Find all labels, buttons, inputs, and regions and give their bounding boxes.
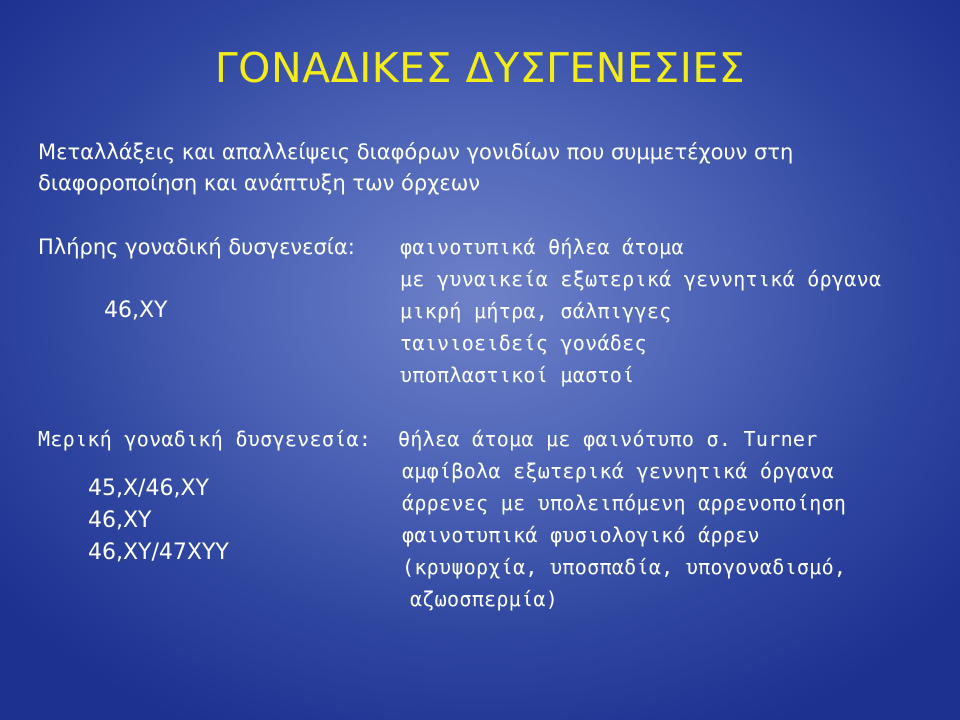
partial-feature-5: (κρυψορχία, υποσπαδία, υπογοναδισμό, bbox=[402, 555, 847, 579]
partial-karyotype-1: 45,X/46,XY bbox=[88, 476, 209, 501]
slide-title: ΓΟΝΑΔΙΚΕΣ ΔΥΣΓΕΝΕΣΙΕΣ bbox=[214, 44, 746, 92]
partial-karyotype-2: 46,XY bbox=[88, 508, 152, 533]
partial-feature-1: θήλεα άτομα με φαινότυπο σ. Turner bbox=[398, 427, 818, 451]
partial-dysgenesis-heading: Μερική γοναδική δυσγενεσία: bbox=[38, 427, 372, 451]
intro-line-1: Μεταλλάξεις και απαλλείψεις διαφόρων γονιδίων που συμμετέχουν στη bbox=[38, 140, 794, 164]
complete-feature-2: με γυναικεία εξωτερικά γεννητικά όργανα bbox=[400, 267, 882, 291]
complete-feature-4: ταινιοειδείς γονάδες bbox=[400, 331, 647, 355]
complete-karyotype: 46,XY bbox=[104, 298, 168, 323]
complete-dysgenesis-heading: Πλήρης γοναδική δυσγενεσία: bbox=[38, 235, 355, 259]
partial-karyotype-3: 46,XY/47XYY bbox=[88, 540, 229, 565]
partial-feature-3: άρρενες με υπολειπόμενη αρρενοποίηση bbox=[402, 491, 847, 515]
complete-feature-3: μικρή μήτρα, σάλπιγγες bbox=[400, 299, 672, 323]
partial-feature-4: φαινοτυπικά φυσιολογικό άρρεν bbox=[402, 523, 760, 547]
complete-feature-5: υποπλαστικοί μαστοί bbox=[400, 363, 635, 387]
complete-feature-1: φαινοτυπικά θήλεα άτομα bbox=[400, 235, 684, 259]
partial-feature-2: αμφίβολα εξωτερικά γεννητικά όργανα bbox=[402, 459, 834, 483]
partial-feature-6: αζωοσπερμία) bbox=[410, 587, 559, 611]
intro-line-2: διαφοροποίηση και ανάπτυξη των όρχεων bbox=[38, 171, 481, 195]
